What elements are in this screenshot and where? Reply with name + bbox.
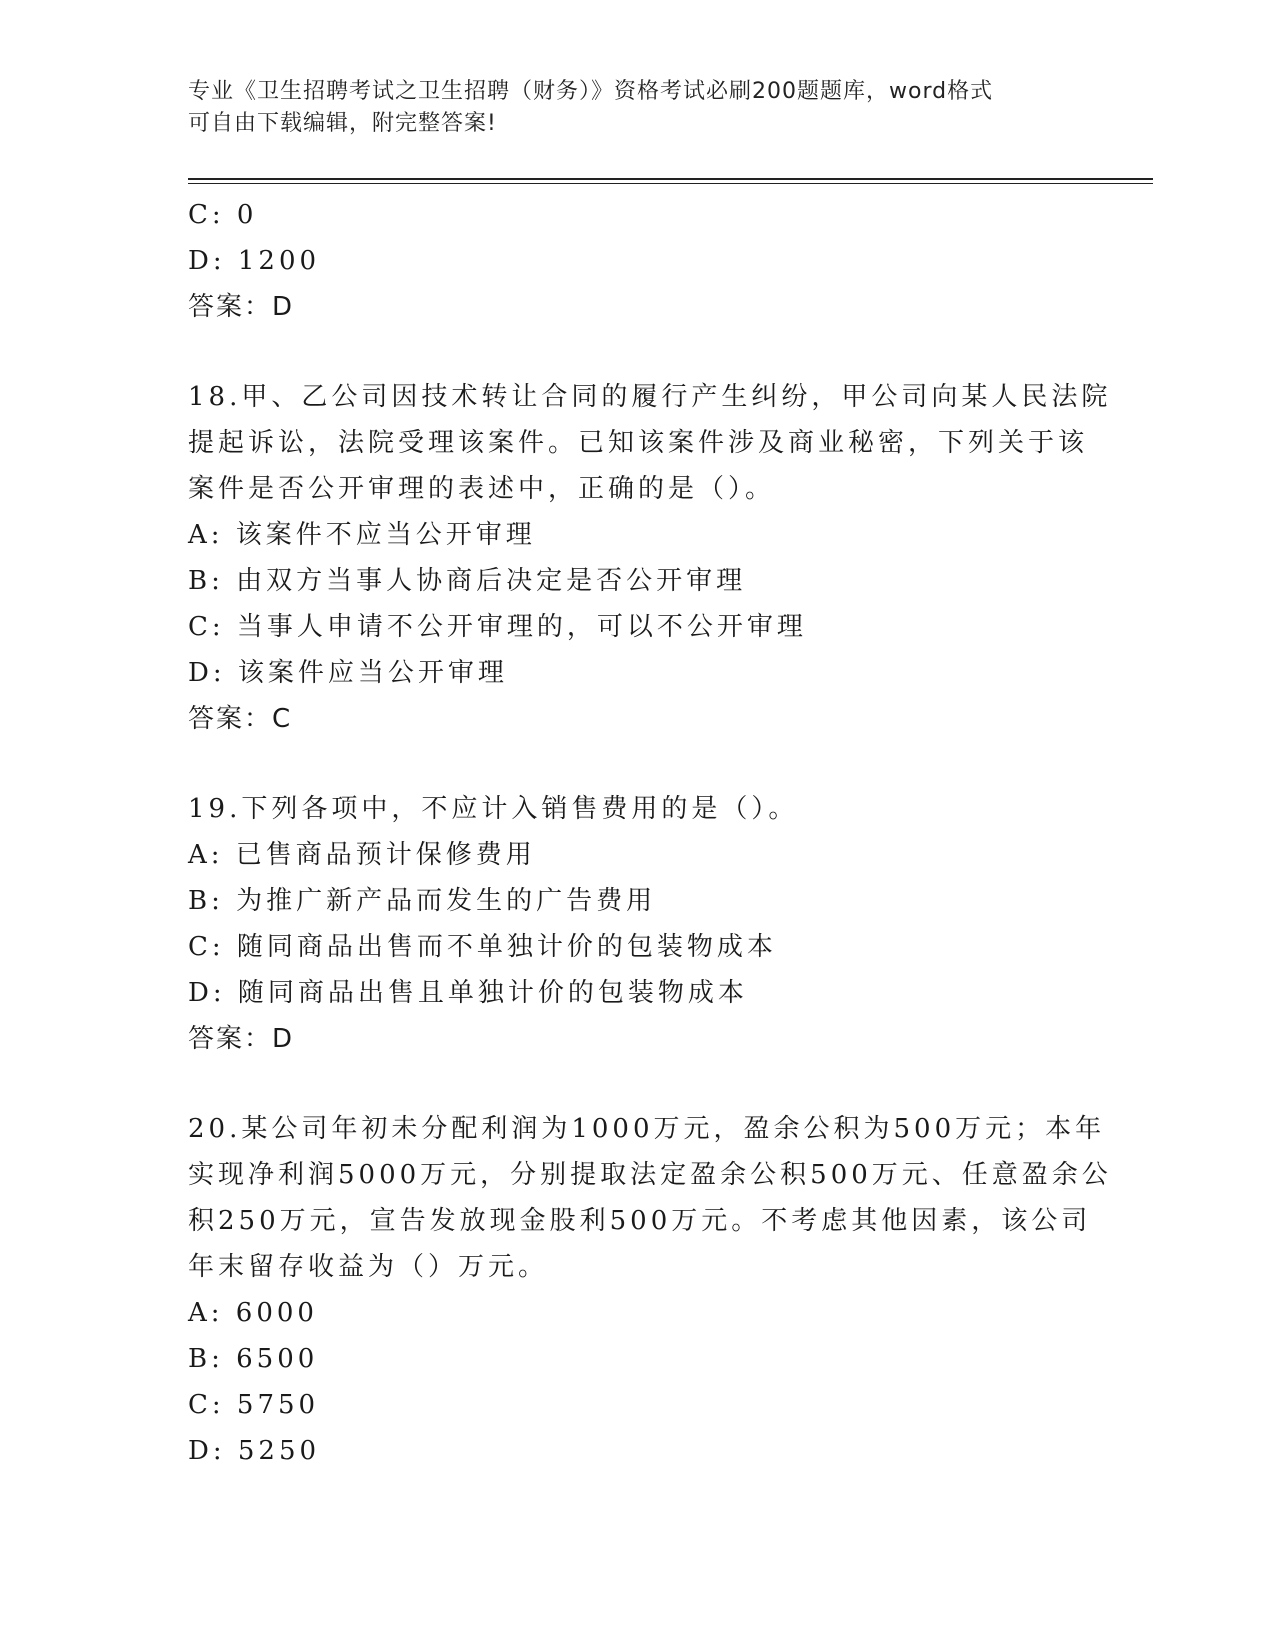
option-d: D: 该案件应当公开审理	[188, 658, 508, 688]
option-b: B: 由双方当事人协商后决定是否公开审理	[188, 566, 747, 596]
header-line-2: 可自由下载编辑，附完整答案!	[188, 111, 497, 136]
question-text-line: 18.甲、乙公司因技术转让合同的履行产生纠纷，甲公司向某人民法院	[188, 382, 1112, 412]
spacer	[188, 1062, 1088, 1106]
answer-line: 答案：C	[188, 704, 293, 734]
spacer	[188, 742, 1088, 786]
question-19	[188, 786, 1088, 1062]
document-header	[188, 76, 1088, 140]
question-text	[188, 786, 1088, 832]
option-a: A: 已售商品预计保修费用	[188, 840, 536, 870]
document-body	[188, 192, 1112, 1474]
header-divider	[188, 178, 1153, 180]
question-17-tail	[188, 192, 1088, 330]
header-divider-thin	[188, 183, 1153, 184]
option-d: D: 5250	[188, 1436, 321, 1466]
header-line-1: 专业《卫生招聘考试之卫生招聘（财务）》资格考试必刷200题题库，word格式	[188, 79, 994, 104]
question-text-line: 实现净利润5000万元，分别提取法定盈余公积500万元、任意盈余公	[188, 1160, 1112, 1190]
option-c: C: 5750	[188, 1390, 320, 1420]
question-18	[188, 374, 1112, 742]
question-text-line: 提起诉讼，法院受理该案件。已知该案件涉及商业秘密，下列关于该	[188, 428, 1089, 458]
option-a: A: 该案件不应当公开审理	[188, 520, 536, 550]
question-20	[188, 1106, 1112, 1474]
question-text-line: 积250万元，宣告发放现金股利500万元。不考虑其他因素，该公司	[188, 1206, 1092, 1236]
question-text	[188, 374, 1112, 512]
option-c: C: 随同商品出售而不单独计价的包装物成本	[188, 932, 777, 962]
option-c: C: 0	[188, 200, 258, 230]
question-text-line: 20.某公司年初未分配利润为1000万元，盈余公积为500万元；本年	[188, 1114, 1106, 1144]
question-text-line: 年末留存收益为（）万元。	[188, 1252, 549, 1282]
option-b: B: 6500	[188, 1344, 319, 1374]
option-c: C: 当事人申请不公开审理的，可以不公开审理	[188, 612, 807, 642]
option-a: A: 6000	[188, 1298, 318, 1328]
question-text-line: 19.下列各项中，不应计入销售费用的是（）。	[188, 794, 799, 824]
answer-line: 答案：D	[188, 292, 295, 322]
question-text	[188, 1106, 1112, 1290]
option-d: D: 1200	[188, 246, 321, 276]
question-text-line: 案件是否公开审理的表述中，正确的是（）。	[188, 474, 776, 504]
answer-line: 答案：D	[188, 1024, 295, 1054]
option-b: B: 为推广新产品而发生的广告费用	[188, 886, 657, 916]
option-d: D: 随同商品出售且单独计价的包装物成本	[188, 978, 748, 1008]
spacer	[188, 330, 1088, 374]
